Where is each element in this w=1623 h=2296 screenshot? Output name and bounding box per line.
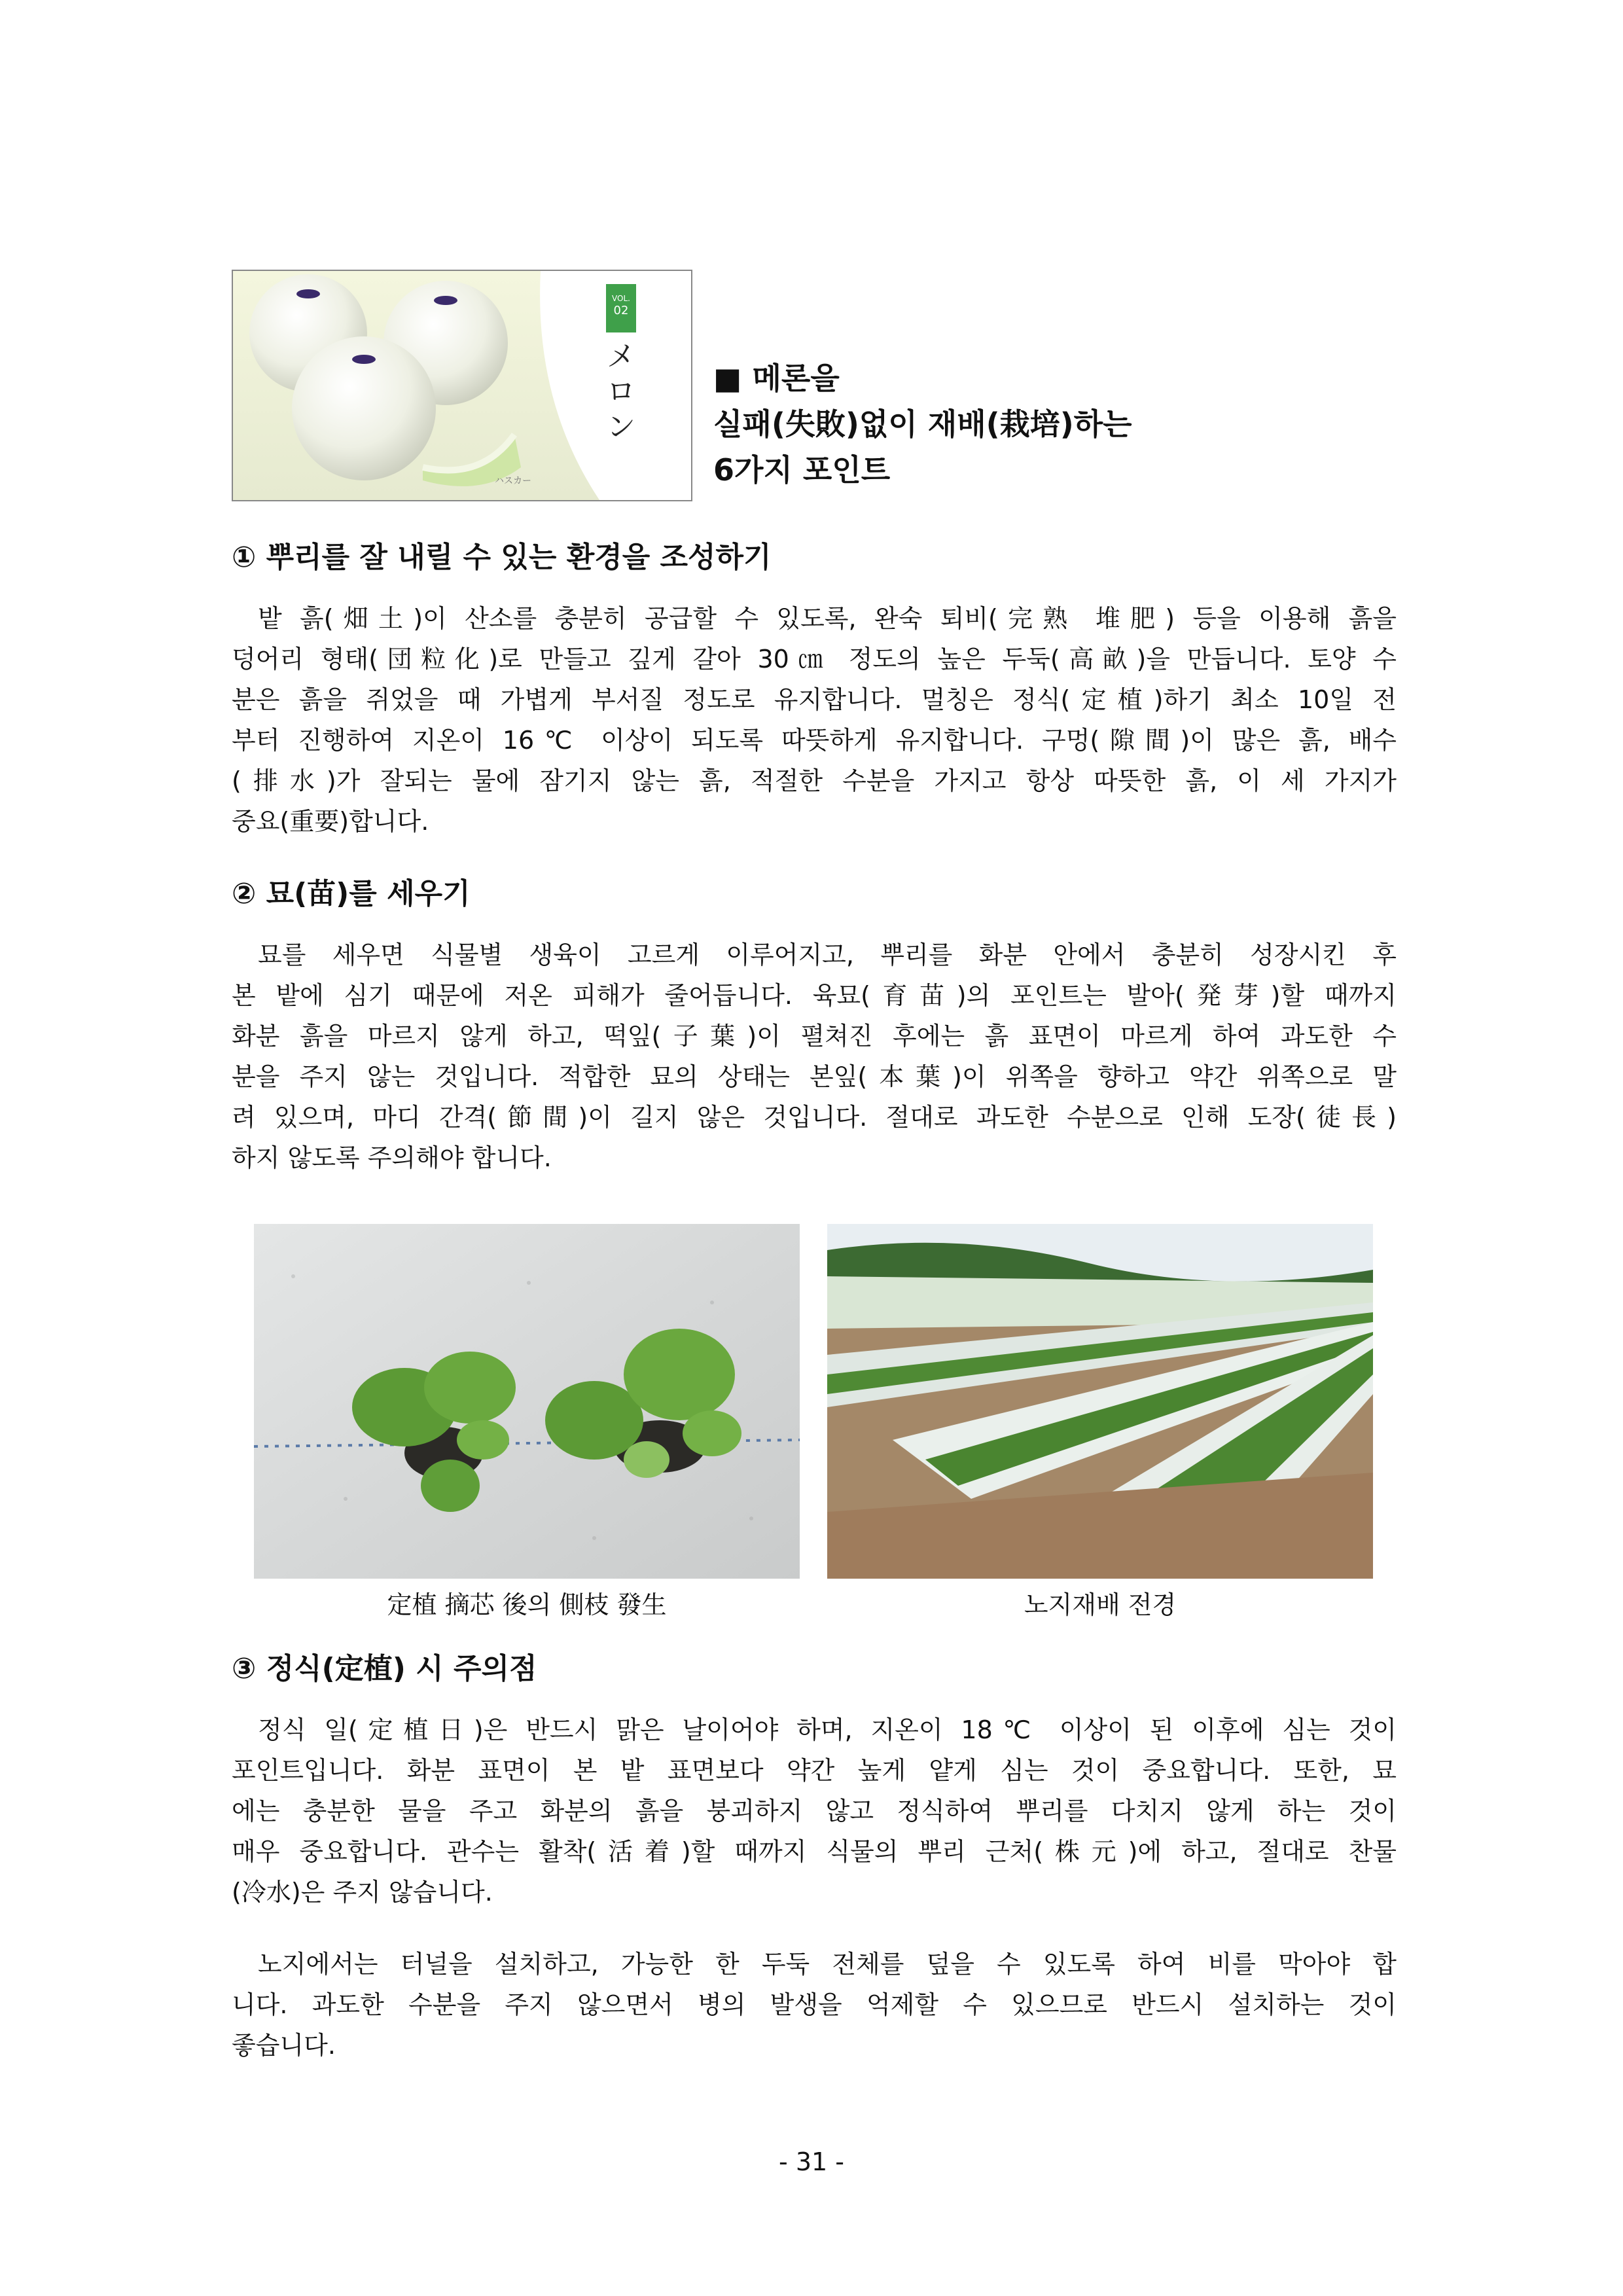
section3-heading: ③ 정식(定植) 시 주의점 bbox=[232, 1652, 537, 1685]
text-line: 묘를 세우면 식물별 생육이 고르게 이루어지고, 뿌리를 화분 안에서 충분히 성장시킨 후 bbox=[258, 941, 1397, 969]
seedling-photo-graphic bbox=[254, 1224, 800, 1579]
title-line: ■ 메론을 bbox=[713, 361, 840, 396]
text-line: 부터 진행하여 지온이 16℃ 이상이 되도록 따뜻하게 유지합니다. 구멍(隙間)이 많은 흙, 배수 bbox=[232, 726, 1397, 755]
section3-paragraph-2 bbox=[232, 1944, 1397, 2066]
text-line: 분을 주지 않는 것입니다. 적합한 묘의 상태는 본잎(本葉)이 위쪽을 향하고 약간 위쪽으로 말 bbox=[232, 1062, 1397, 1091]
title-line: 6가지 포인트 bbox=[713, 452, 891, 488]
melon-cover-image bbox=[232, 270, 692, 501]
text-line: 매우 중요합니다. 관수는 활착(活着)할 때까지 식물의 뿌리 근처(株元)에 하고, 절대로 찬물 bbox=[232, 1837, 1397, 1866]
text-line: 노지에서는 터널을 설치하고, 가능한 한 두둑 전체를 덮을 수 있도록 하여 비를 막아야 합 bbox=[258, 1950, 1397, 1979]
text-line: 분은 흙을 쥐었을 때 가볍게 부서질 정도로 유지합니다. 멀칭은 정식(定植)하기 최소 10일 전 bbox=[232, 685, 1397, 714]
title-line: 실패(失敗)없이 재배(栽培)하는 bbox=[713, 406, 1132, 442]
vol-label: VOL. bbox=[612, 294, 630, 303]
left-photo-caption: 定植 摘芯 後의 側枝 發生 bbox=[387, 1590, 667, 1619]
section2-heading: ② 묘(苗)를 세우기 bbox=[232, 877, 471, 910]
text-line: 니다. 과도한 수분을 주지 않으면서 병의 발생을 억제할 수 있으므로 반드시 설치하는 것이 bbox=[232, 1990, 1397, 2019]
section1-paragraph bbox=[232, 598, 1397, 842]
cover-variety-label: ハスカー bbox=[495, 476, 531, 486]
text-line: 에는 충분한 물을 주고 화분의 흙을 붕괴하지 않고 정식하여 뿌리를 다치지 않게 하는 것이 bbox=[232, 1797, 1397, 1825]
section2-paragraph bbox=[232, 935, 1397, 1178]
cover-title-char: ン bbox=[607, 410, 635, 444]
text-line: 포인트입니다. 화분 표면이 본 밭 표면보다 약간 높게 얕게 심는 것이 중요합니다. 또한, 묘 bbox=[232, 1756, 1397, 1785]
text-line: 좋습니다. bbox=[232, 2031, 336, 2060]
cover-title-char: ロ bbox=[607, 375, 635, 408]
text-line: 중요(重要)합니다. bbox=[232, 807, 429, 836]
page-number: - 31 - bbox=[779, 2147, 844, 2176]
cover-title-char: メ bbox=[607, 340, 635, 373]
page-title bbox=[713, 359, 1302, 490]
text-line: 려 있으며, 마디 간격(節間)이 길지 않은 것입니다. 절대로 과도한 수분으로 인해 도장(徒長) bbox=[232, 1103, 1397, 1132]
text-line: 화분 흙을 마르지 않게 하고, 떡잎(子葉)이 펼쳐진 후에는 흙 표면이 마르게 하여 과도한 수 bbox=[232, 1022, 1397, 1050]
field-tunnel-photo bbox=[827, 1224, 1373, 1579]
text-line: 본 밭에 심기 때문에 저온 피해가 줄어듭니다. 육묘(育苗)의 포인트는 발아(発芽)할 때까지 bbox=[232, 981, 1397, 1010]
field-tunnel-photo-graphic bbox=[827, 1224, 1373, 1579]
text-line: 밭 흙(畑土)이 산소를 충분히 공급할 수 있도록, 완숙 퇴비(完熟 堆肥) 등을 이용해 흙을 bbox=[258, 604, 1397, 633]
seedling-photo bbox=[254, 1224, 800, 1579]
text-line: 정식 일(定植日)은 반드시 맑은 날이어야 하며, 지온이 18℃ 이상이 된 이후에 심는 것이 bbox=[258, 1715, 1397, 1744]
vol-badge bbox=[606, 284, 636, 332]
text-line: (冷水)은 주지 않습니다. bbox=[232, 1878, 493, 1907]
text-line: 덩어리 형태(団粒化)로 만들고 깊게 갈아 30㎝ 정도의 높은 두둑(高畝)을 만듭니다. 토양 수 bbox=[232, 645, 1397, 673]
right-photo-caption: 노지재배 전경 bbox=[1024, 1590, 1177, 1619]
text-line: 하지 않도록 주의해야 합니다. bbox=[232, 1143, 552, 1172]
vol-number: 02 bbox=[613, 304, 629, 317]
cover-title-vertical bbox=[605, 339, 637, 445]
section1-heading: ① 뿌리를 잘 내릴 수 있는 환경을 조성하기 bbox=[232, 541, 772, 574]
text-line: (排水)가 잘되는 물에 잠기지 않는 흙, 적절한 수분을 가지고 항상 따뜻한 흙, 이 세 가지가 bbox=[232, 766, 1397, 795]
section3-paragraph-1 bbox=[232, 1710, 1397, 1912]
